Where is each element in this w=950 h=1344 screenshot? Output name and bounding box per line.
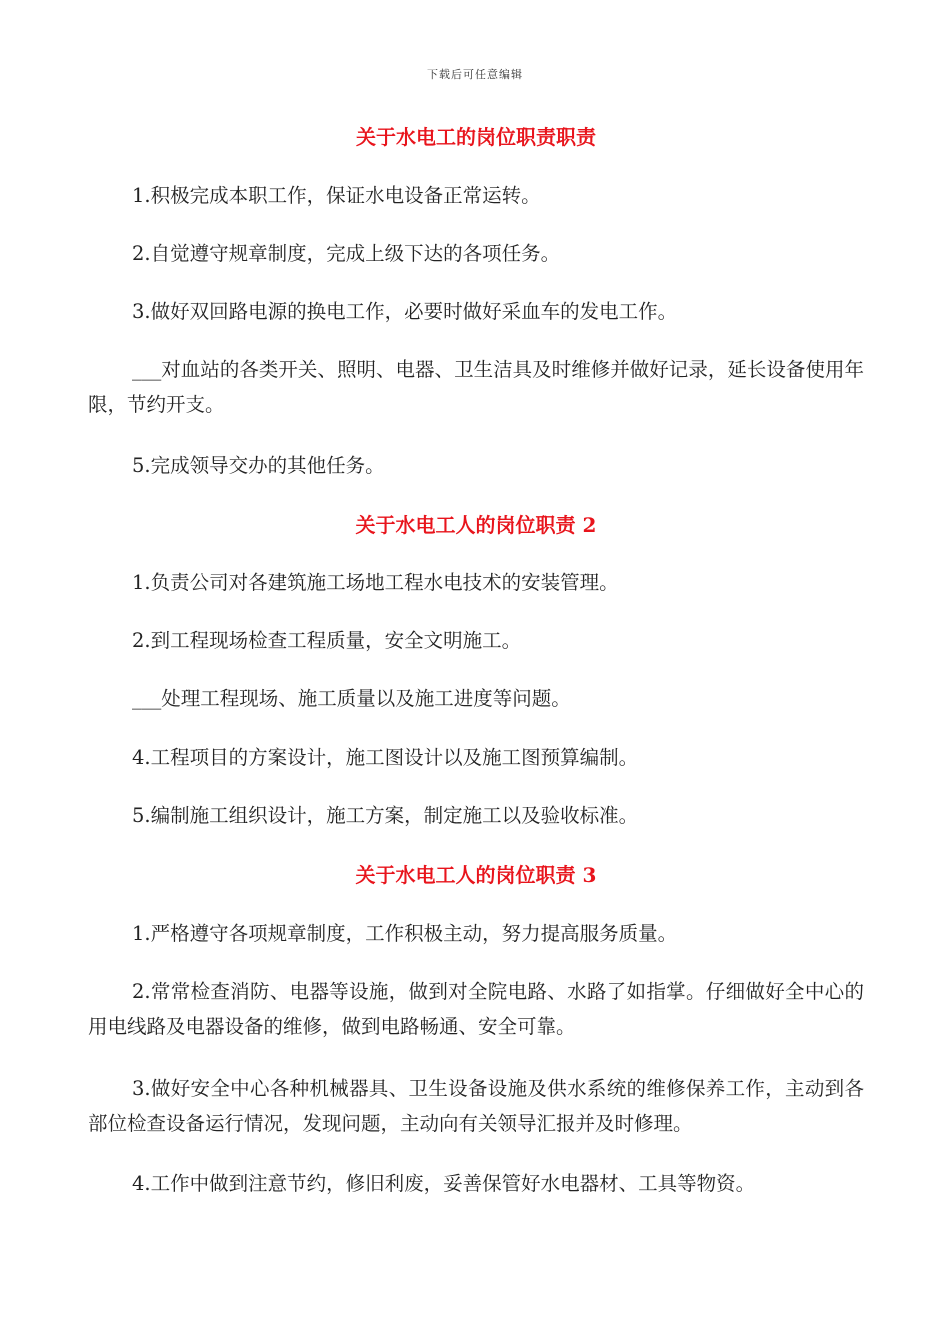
section-1-item-3: 3.做好双回路电源的换电工作，必要时做好采血车的发电工作。 xyxy=(132,300,678,323)
section-2-item-2: 2.到工程现场检查工程质量，安全文明施工。 xyxy=(132,629,522,652)
section-3-item-1: 1.严格遵守各项规章制度，工作积极主动，努力提高服务质量。 xyxy=(132,922,678,945)
section-1-item-4: ___对血站的各类开关、照明、电器、卫生洁具及时维修并做好记录，延长设备使用年限，节约开支。 xyxy=(88,358,864,416)
section-1-item-1: 1.积极完成本职工作，保证水电设备正常运转。 xyxy=(132,184,541,207)
page-header-note: 下载后可任意编辑 xyxy=(427,68,523,81)
section-title-3: 关于水电工人的岗位职责 3 xyxy=(355,863,597,887)
section-1-item-2: 2.自觉遵守规章制度，完成上级下达的各项任务。 xyxy=(132,242,561,265)
section-title-1: 关于水电工的岗位职责职责 xyxy=(356,125,596,149)
section-2-item-4: 4.工程项目的方案设计，施工图设计以及施工图预算编制。 xyxy=(132,746,639,769)
section-3-item-2: 2.常常检查消防、电器等设施，做到对全院电路、水路了如指掌。仔细做好全中心的用电线路及电器设备的维修，做到电路畅通、安全可靠。 xyxy=(88,980,864,1038)
section-2-item-5: 5.编制施工组织设计，施工方案，制定施工以及验收标准。 xyxy=(132,804,639,827)
section-1-item-5: 5.完成领导交办的其他任务。 xyxy=(132,454,385,477)
section-title-2: 关于水电工人的岗位职责 2 xyxy=(355,513,597,537)
section-2-item-3: ___处理工程现场、施工质量以及施工进度等问题。 xyxy=(132,687,571,710)
section-3-item-3: 3.做好安全中心各种机械器具、卫生设备设施及供水系统的维修保养工作，主动到各部位检查设备运行情况，发现问题，主动向有关领导汇报并及时修理。 xyxy=(88,1077,864,1135)
section-2-item-1: 1.负责公司对各建筑施工场地工程水电技术的安装管理。 xyxy=(132,571,619,594)
section-3-item-4: 4.工作中做到注意节约，修旧利废，妥善保管好水电器材、工具等物资。 xyxy=(132,1172,756,1195)
